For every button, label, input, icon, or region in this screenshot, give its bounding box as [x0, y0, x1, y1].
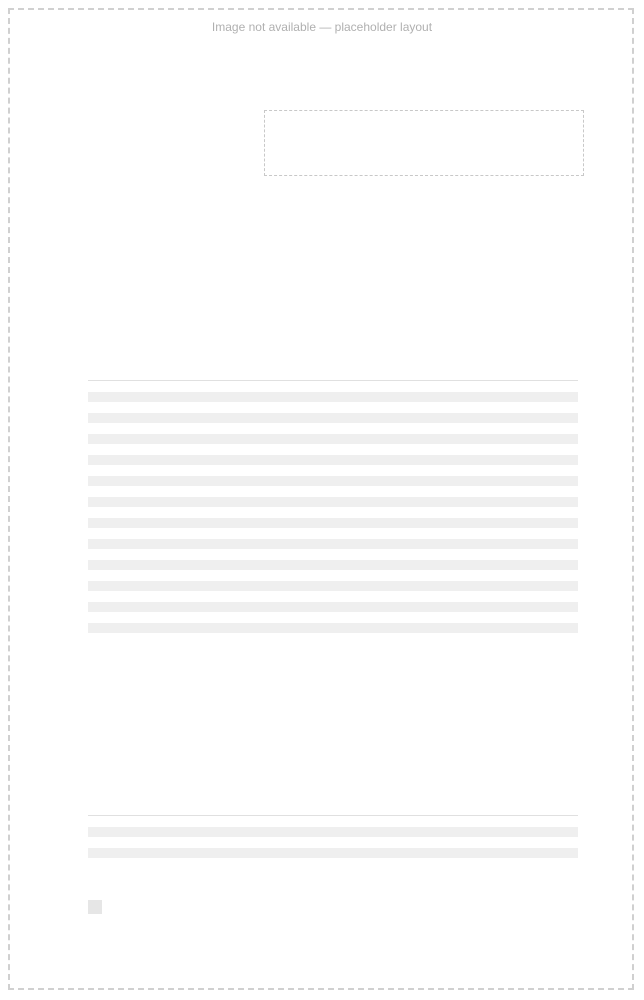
line-placeholder: [88, 539, 578, 549]
line-placeholder: [88, 560, 578, 570]
page-number-placeholder: [88, 900, 102, 914]
line-placeholder: [88, 413, 578, 423]
line-placeholder: [88, 827, 578, 837]
section-placeholder-first: [88, 380, 578, 791]
line-placeholder: [88, 476, 578, 486]
line-placeholder: [88, 518, 578, 528]
line-placeholder: [88, 392, 578, 402]
line-placeholder: [88, 497, 578, 507]
line-placeholder: [88, 848, 578, 858]
section-placeholder-second: [88, 815, 578, 896]
line-placeholder: [88, 623, 578, 633]
placeholder-notice: Image not available — placeholder layout: [211, 20, 433, 34]
title-placeholder: [264, 110, 584, 176]
line-placeholder: [88, 602, 578, 612]
line-placeholder: [88, 434, 578, 444]
line-placeholder: [88, 581, 578, 591]
line-placeholder: [88, 455, 578, 465]
